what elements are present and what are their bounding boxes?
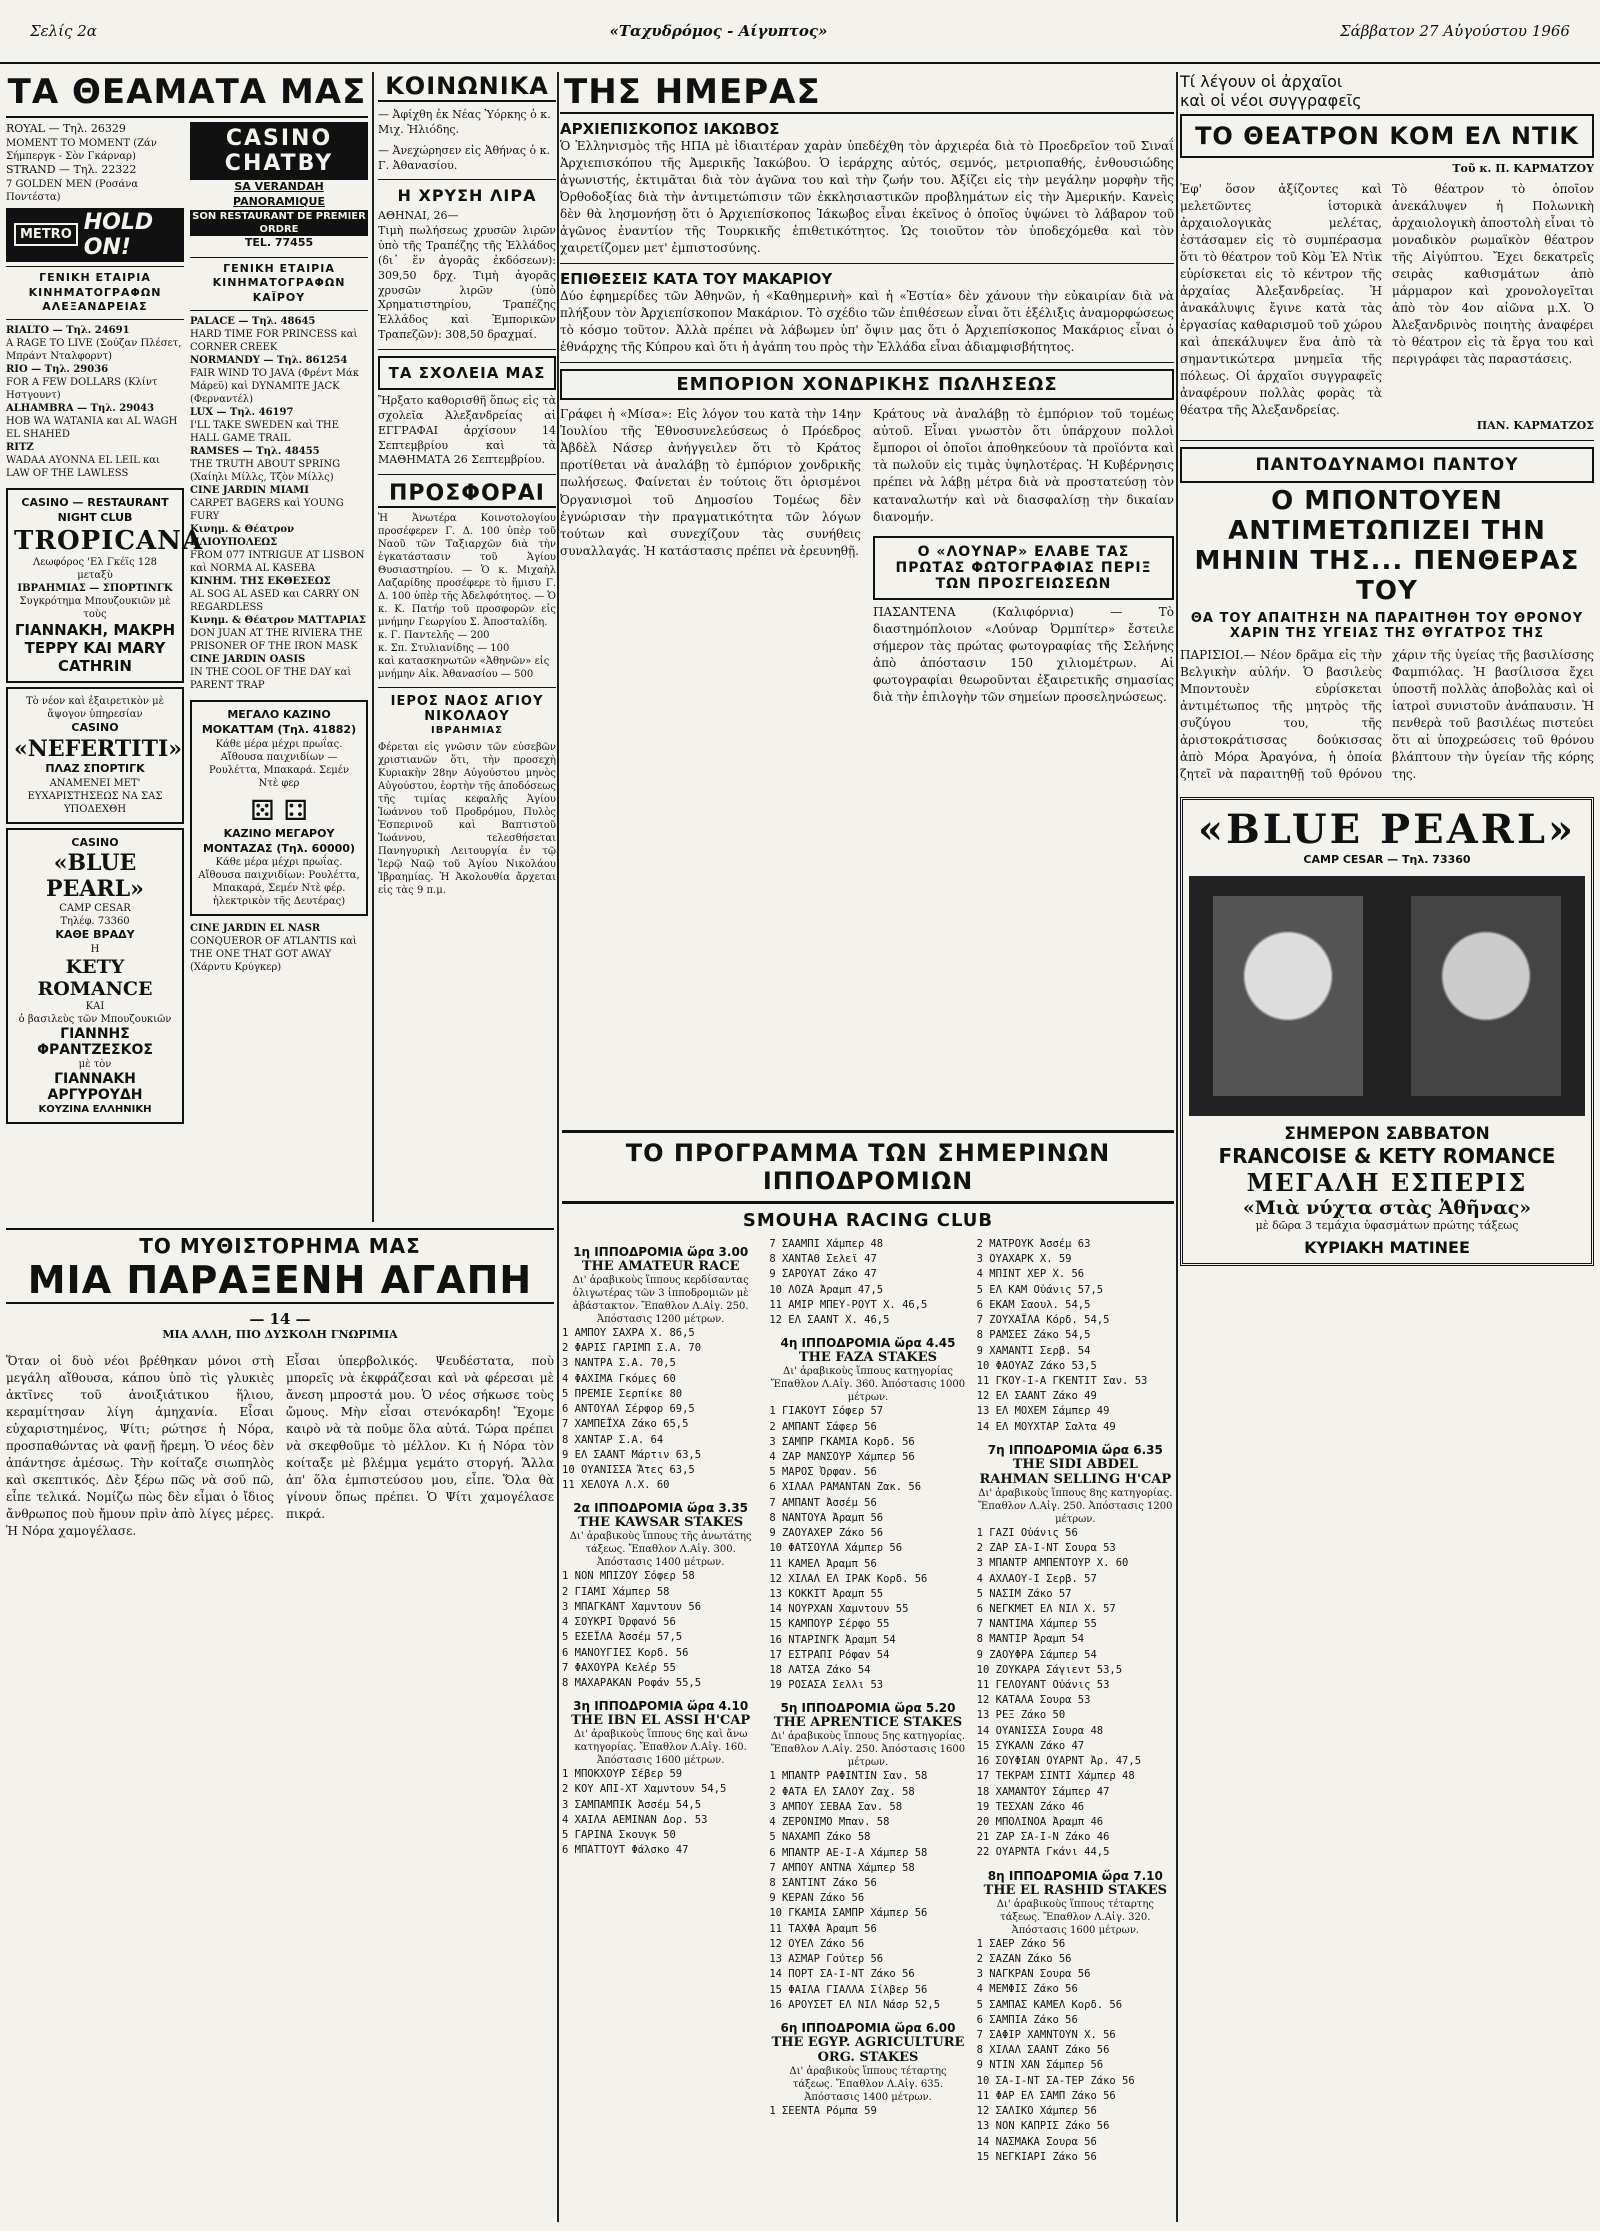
- runner-entry: 14 ΕΛ ΜΟΥΧΤΑΡ Σαλτα 49: [976, 1420, 1116, 1433]
- race-conditions: Δι' ἀραβικοὺς ἵππους κατηγορίας Ἔπαθλον Λ.Αἰγ. 360. Ἀπόστασις 1000 μέτρων.: [770, 1366, 966, 1404]
- column-kicker: Τί λέγουν οἱ ἀρχαῖοι: [1180, 72, 1343, 91]
- race-heading: 5η ΙΠΠΟΔΡΟΜΙΑ ὥρα 5.20: [780, 1701, 956, 1716]
- article-text: Ἐφ' ὅσον ἀξίζοντες καὶ μελετῶντες ἱστορικὰ ἀρχαιολογικὰς μελέτας, ἐστάσαμεν εἰς τὸ συμπέρασμα ὅτι τὸ θέατρον τοῦ Κὸμ Ἐλ Ντὶκ εὑρίσκεται εἰς τὸ κέντρον τῆς ἀρχαίας Ἀλεξανδρείας. Ἡ ἀνακάλυψις ἔγινε κατὰ τὰς ἐργασίας καθαρισμοῦ τοῦ χώρου καὶ ἀπεκάλυψεν ἕνα ἀπὸ τὰ σημαντικώτερα μνημεῖα τῆς πόλεως. Οἱ ἀρχαῖοι συγγραφεῖς ἀναφέρουν πολλὰς φορὰς τὰ θέατρα τῆς Ἀλεξανδρείας.: [1180, 181, 1382, 418]
- church-title: ΙΕΡΟΣ ΝΑΟΣ ΑΓΙΟΥ ΝΙΚΟΛΑΟΥ: [390, 694, 544, 725]
- gold-title: Η ΧΡΥΣΗ ΛΙΡΑ: [397, 186, 537, 206]
- runner-entry: 5 ΓΑΡΙΝΑ Σκουγκ 50: [562, 1829, 676, 1842]
- article-title: ΤΟ ΘΕΑΤΡΟΝ ΚΟΜ ΕΛ ΝΤΙΚ: [1180, 114, 1594, 158]
- runner-entry: 10 ΖΟΥΚΑΡΑ Σάγιεντ 53,5: [976, 1663, 1123, 1676]
- runner-entry: 8 ΧΑΝΤΑΡ Σ.Α. 64: [562, 1433, 664, 1446]
- performer-portrait-icon: [1411, 896, 1561, 1096]
- novel-installment: — 14 —: [249, 1310, 311, 1328]
- race-heading: 4η ΙΠΠΟΔΡΟΜΙΑ ὥρα 4.45: [780, 1336, 956, 1351]
- ad-heading: ΚΑΖΙΝΟ ΜΕΓΑΡΟΥ: [223, 826, 335, 840]
- runner-entry: 5 ΕΣΕΪΛΑ Ἀσσέμ 57,5: [562, 1631, 683, 1644]
- column-rule: [372, 72, 374, 1222]
- offers-list: [378, 629, 556, 681]
- ad-area: ΠΛΑΖ ΣΠΟΡΤΙΓΚ: [45, 761, 145, 775]
- nefertiti-ad: [6, 687, 184, 824]
- runner-entry: 10 ΦΑΟΥΑΖ Ζάκο 53,5: [976, 1359, 1097, 1372]
- performer-portrait-icon: [1213, 896, 1363, 1096]
- race-conditions: Δι' ἀραβικοὺς ἵππους τέταρτης τάξεως. Ἔπαθλον Λ.Αἰγ. 320. Ἀπόστασις 1600 μέτρων.: [996, 1898, 1154, 1936]
- offer-line: καὶ κατασκηνωτῶν «Ἀθηνῶν» εἰς μνήμην Αἰκ. Ἀθανασίου — 500: [378, 656, 550, 681]
- runner-entry: 10 ΟΥΑΝΙΣΣΑ Ἄτες 63,5: [562, 1463, 695, 1476]
- race-name: THE IBN EL ASSI H'CAP: [571, 1713, 751, 1729]
- cinema-line: ALHAMBRA — Τηλ. 29043: [6, 403, 155, 415]
- runner-entry: 5 ΝΑΧΑΜΠ Ζάκο 58: [769, 1831, 871, 1844]
- article-title: ΕΠΙΘΕΣΕΙΣ ΚΑΤΑ ΤΟΥ ΜΑΚΑΡΙΟΥ: [560, 270, 833, 289]
- runner-entry: 9 ΣΑΡΟΥΑΤ Ζάκο 47: [769, 1268, 877, 1281]
- runner-entry: 1 ΑΜΠΟΥ ΣΑΧΡΑ Χ. 86,5: [562, 1327, 695, 1339]
- cinema-line: RIO — Τηλ. 29036: [6, 364, 109, 376]
- cinema-line: STRAND — Τηλ. 22322: [6, 162, 137, 176]
- ad-heading: CASINO: [71, 835, 119, 849]
- runner-entry: 1 ΓΑΖΙ Οὐάνις 56: [976, 1526, 1078, 1539]
- cinema-line: ΚΙΝΗΜ. ΤΗΣ ΕΚΘΕΣΕΩΣ: [190, 576, 331, 588]
- offer-line: κ. Σπ. Στυλιανίδης — 100: [378, 643, 510, 655]
- cinema-line: I'LL TAKE SWEDEN καὶ THE HALL GAME TRAIL: [190, 420, 339, 445]
- cinema-line: HOB WA WATANIA και AL WAGH EL SHAHED: [6, 416, 178, 441]
- runner-entry: 9 ΧΑΜΑΝΤΙ Σερβ. 54: [976, 1344, 1091, 1357]
- runner-entry: 3 ΜΠΑΝΤΡ ΑΜΠΕΝΤΟΥΡ Χ. 60: [976, 1557, 1129, 1570]
- runner-entry: 3 ΣΑΜΠΑΜΠΙΚ Ἀσσέμ 54,5: [562, 1798, 702, 1811]
- ad-text: Τὸ νέον καὶ ἐξαιρετικὸν μὲ ἄψογον ὑπηρεσίαν: [26, 695, 164, 720]
- ad-brand: «BLUE PEARL»: [46, 850, 144, 903]
- runner-entry: 5 ΕΛ ΚΑΜ Οὐάνις 57,5: [976, 1283, 1104, 1296]
- race-conditions: Δι' ἀραβικοὺς ἵππους κερδίσαντας ὀλιγωτέρας τῶν 3 ἱπποδρομιῶν μὲ ἀβάστακτον. Ἔπαθλον Λ.Αἰγ. 250. Ἀπόστασις 1200 μέτρων.: [572, 1275, 749, 1325]
- editorial-column: [560, 72, 1174, 1122]
- article-right: [873, 406, 1174, 705]
- article-author: Τοῦ κ. Π. ΚΑΡΜΑΤΖΟΥ: [1452, 162, 1594, 175]
- cinema-listings-right: [190, 122, 368, 1128]
- race-name: THE AMATEUR RACE: [581, 1259, 740, 1274]
- runner-entry: 12 ΚΑΤΑΛΑ Σουρα 53: [976, 1694, 1091, 1707]
- church-text: Φέρεται εἰς γνῶσιν τῶν εὐσεβῶν χριστιανῶν ὅτι, τὴν προσεχὴ Κυριακὴν 28ην Αὐγούστου μηνὸς Αὐγούστου, ἑορτὴν τῆς ἀποδόσεως τῆς τιμίας κεφαλῆς Ἁγίου Ἰωάννου τοῦ Προδρόμου, Πυλὸς Ἑσπερινοῦ καὶ Βαπτιστοῦ Ἰωάννου, τελεσθήσεται Πανηγυρικὴ Λειτουργία ἐν τῷ Ἱερῷ Ναῷ τοῦ Ἁγίου Νικολάου Ἰβραημίας. Ἡ Ἀκολουθία ἄρχεται εἰς τὰς 9 π.μ.: [378, 742, 556, 897]
- notice: — Ἀνεχώρησεν εἰς Ἀθήνας ὁ κ. Γ. Ἀθανασίου.: [378, 143, 550, 172]
- article-title: ΕΜΠΟΡΙΟΝ ΧΟΝΔΡΙΚΗΣ ΠΩΛΗΣΕΩΣ: [560, 369, 1174, 400]
- race-column: [769, 1237, 966, 2165]
- alex-cinemas: [6, 324, 184, 480]
- runner-entry: 6 ΕΚΑΜ Σαουλ. 54,5: [976, 1298, 1091, 1311]
- race-heading: 8η ΙΠΠΟΔΡΟΜΙΑ ὥρα 7.10: [987, 1868, 1163, 1883]
- runner-entry: 10 ΛΟΖΑ Ἀραμπ 47,5: [769, 1283, 884, 1296]
- ad-text: Κάθε μέρα μέχρι πρωΐας. Αἴθουσα παιχνιδίων: Ρουλέττα, Μπακαρά, Σεμέν Ντὲ φέρ. ἡλεκτρικὸν τῆς Δευτέρας): [198, 857, 360, 908]
- runner-entry: 2 ΣΑΖΑΝ Ζάκο 56: [976, 1952, 1072, 1965]
- ad-artists: ΓΙΑΝΝΗΣ ΦΡΑΝΤΖΕΣΚΟΣ: [37, 1026, 153, 1059]
- ad-text: ΚΑΙ: [85, 1001, 105, 1013]
- ad-artists: ΓΙΑΝΝΑΚΗ, ΜΑΚΡΗ ΤΕΡΡΥ ΚΑΙ MARY CATHRIN: [14, 620, 176, 675]
- runner-entry: 15 ΚΑΜΠΟΥΡ Σέρφο 55: [769, 1618, 890, 1631]
- section-title: ΚΟΙΝΩΝΙΚΑ: [378, 72, 556, 102]
- runner-entry: 2 ΖΑΡ ΣΑ-Ι-ΝΤ Σουρα 53: [976, 1542, 1116, 1555]
- runner-entry: 14 ΠΟΡΤ ΣΑ-Ι-ΝΤ Ζάκο 56: [769, 1968, 915, 1981]
- runner-entry: 3 ΝΑΓΚΡΑΝ Σουρα 56: [976, 1968, 1091, 1981]
- race-name: THE FAZA STAKES: [798, 1350, 938, 1366]
- entertainment-column: [6, 72, 368, 1222]
- cinema-line: CINE JARDIN EL NASR: [190, 923, 321, 935]
- section-title: ΠΑΝΤΟΔΥΝΑΜΟΙ ΠΑΝΤΟΥ: [1180, 447, 1594, 483]
- gold-text: Τιμὴ πωλήσεως χρυσῶν λιρῶν ὑπὸ τῆς Τραπέζης τῆς Ἑλλάδος (δι᾽ ἕν ἀγορᾶς ἐκδόσεων): 309,50 δρχ. Τιμὴ ἀγορᾶς χρυσῶν λιρῶν (ὑπὸ Χρηματιστηρίου, Τραπέζης Ἑλλάδος καὶ Ἐμπορικῶν Τραπεζῶν): 308,50 δραχμαί.: [378, 224, 556, 342]
- ad-area: CAMP CESAR: [59, 903, 131, 915]
- cinema-line: CARPET BAGERS καὶ YOUNG FURY: [190, 498, 344, 523]
- runner-entry: 11 ΓΚΟΥ-Ι-Α ΓΚΕΝΤΙΤ Σαν. 53: [976, 1374, 1148, 1387]
- cinema-line: HARD TIME FOR PRINCESS καὶ CORNER CREEK: [190, 329, 358, 354]
- race-conditions: Δι' ἀραβικοὺς ἵππους 6ης καὶ ἄνω κατηγορίας. Ἔπαθλον Λ.Αἰγ. 160. Ἀπόστασις 1600 μέτρων.: [573, 1729, 748, 1767]
- ad-text: ΚΟΥΖΙΝΑ ΕΛΛΗΝΙΚΗ: [38, 1104, 152, 1116]
- ad-phone: Τηλέφ. 73360: [60, 916, 130, 928]
- runner-entry: 15 ΦΑΙΛΑ ΓΙΑΛΛΑ Σίλβερ 56: [769, 1983, 928, 1996]
- bluepearl-ad: [6, 828, 184, 1125]
- ad-brand: ΜΟΝΤΑΖΑΣ (Τηλ. 60000): [203, 841, 355, 855]
- race-name: THE KAWSAR STAKES: [578, 1515, 744, 1531]
- article-title: ΑΡΧΙΕΠΙΣΚΟΠΟΣ ΙΑΚΩΒΟΣ: [560, 120, 780, 138]
- runner-entry: 16 ΣΟΥΦΙΑΝ ΟΥΑΡΝΤ Ἀρ. 47,5: [976, 1755, 1142, 1768]
- race-column: [562, 1237, 759, 2165]
- ad-area: CAMP CESAR — Τηλ. 73360: [1303, 852, 1471, 866]
- runner-entry: 11 ΧΕΛΟΥΑ Λ.Χ. 60: [562, 1479, 670, 1492]
- race-conditions: Δι' ἀραβικοὺς ἵππους 5ης κατηγορίας. Ἔπαθλον Λ.Αἰγ. 250. Ἀπόστασις 1600 μέτρων.: [770, 1731, 966, 1769]
- cinema-line: RITZ: [6, 442, 34, 454]
- runner-entry: 10 ΓΚΑΜΙΑ ΣΑΜΠΡ Χάμπερ 56: [769, 1907, 928, 1920]
- metro-logo: METRO: [14, 223, 78, 246]
- runner-entry: 19 ΡΟΣΑΣΑ Σελλι 53: [769, 1679, 884, 1692]
- dice-icon: ⚄ ⚃: [250, 793, 308, 827]
- runner-entry: 13 ΝΟΝ ΚΑΠΡΙΣ Ζάκο 56: [976, 2120, 1110, 2133]
- ad-text: Συγκρότημα Μπουζουκιῶν μὲ τοὺς: [19, 595, 171, 620]
- runner-entry: 1 ΜΠΑΝΤΡ ΡΑΦΙΝΤΙΝ Σαν. 58: [769, 1770, 928, 1783]
- cinema-line: NORMANDY — Τηλ. 861254: [190, 355, 348, 367]
- runner-entry: 9 ΝΤΙΝ ΧΑΝ Σάμπερ 56: [976, 2059, 1104, 2072]
- runner-entry: 6 ΧΙΛΑΛ ΡΑΜΑΝΤΑΝ Ζακ. 56: [769, 1481, 922, 1494]
- runner-entry: 12 ΣΑΛΙΚΟ Χάμπερ 56: [976, 2105, 1097, 2118]
- article-signature: ΠΑΝ. ΚΑΡΜΑΤΖΟΣ: [1476, 419, 1594, 433]
- ad-address: Λεωφόρος 'Ελ Γκέϊς 128 μεταξὺ: [33, 556, 157, 581]
- runner-entry: 5 ΠΡΕΜΙΕ Σερπίκε 80: [562, 1387, 683, 1400]
- cinema-line: FAIR WIND TO JAVA (Φρέντ Μάκ Μάρεϋ) καὶ DYNAMITE JACK (Φερναντέλ): [190, 368, 360, 406]
- schools-title: ΤΑ ΣΧΟΛΕΙΑ ΜΑΣ: [378, 356, 556, 390]
- runner-entry: 4 ΣΟΥΚΡΙ Ὀρφανό 56: [562, 1616, 676, 1629]
- runner-entry: 7 ΦΑΧΟΥΡΑ Κελέρ 55: [562, 1661, 676, 1674]
- runner-entry: 2 ΦΑΡΙΣ ΓΑΡΙΜΠ Σ.Α. 70: [562, 1342, 702, 1355]
- runner-entry: 2 ΜΑΤΡΟΥΚ Ἀσσέμ 63: [976, 1238, 1091, 1250]
- race-conditions: Δι' ἀραβικοὺς ἵππους 8ης κατηγορίας. Ἔπαθλον Λ.Αἰγ. 250. Ἀπόστασις 1200 μέτρων.: [978, 1487, 1173, 1525]
- ad-artists: KETY ROMANCE: [37, 956, 153, 1001]
- runner-entry: 3 ΑΜΠΟΥ ΣΕΒΑΑ Σαν. 58: [769, 1800, 903, 1813]
- ad-text: Κάθε μέρα μέχρι πρωΐας. Αἴθουσα παιχνιδίων — Ρουλέττα, Μπακαρά. Σεμέν Ντὲ φερ: [208, 738, 350, 789]
- runner-entry: 18 ΛΑΤΣΑ Ζάκο 54: [769, 1664, 871, 1677]
- gold-dateline: ΑΘΗΝΑΙ, 26—: [378, 209, 459, 223]
- race-conditions: Δι' ἀραβικοὺς ἵππους τέταρτης τάξεως. Ἔπαθλον Λ.Αἰγ. 635. Ἀπόστασις 1400 μέτρων.: [789, 2065, 947, 2103]
- church-subtitle: ΙΒΡΑΗΜΙΑΣ: [430, 725, 504, 737]
- runner-entry: 3 ΝΑΝΤΡΑ Σ.Α. 70,5: [562, 1357, 676, 1370]
- ad-text: SON RESTAURANT DE PREMIER ORDRE: [190, 210, 368, 236]
- runner-entry: 2 ΓΙΑΜΙ Χάμπερ 58: [562, 1585, 670, 1598]
- runner-entry: 1 ΣΑΕΡ Ζάκο 56: [976, 1937, 1066, 1950]
- article-text: Τὸ θέατρον τὸ ὁποῖον ἀνεκάλυψεν ἡ Πολωνικὴ ἀρχαιολογικὴ ἀποστολὴ εἶναι τὸ μοναδικὸν ρωμαϊκὸν θέατρον τῆς Αἰγύπτου. Ἔχει δεκατρεῖς σειρὰς καθισμάτων ἀπὸ μάρμαρον καὶ χρονολογεῖται ἀπὸ τὸν 4ον αἰῶνα μ.Χ. Ὁ Ἀλεξανδρινὸς ποιητὴς ἀναφέρει τὸ θέατρον εἰς τὰ ἔργα του καὶ περιγράφει τὰς παραστάσεις.: [1392, 181, 1594, 367]
- runner-entry: 1 ΓΙΑΚΟΥΤ Σόφερ 57: [769, 1405, 884, 1418]
- ad-area: ΙΒΡΑΗΜΙΑΣ — ΣΠΟΡΤΙΝΓΚ: [17, 582, 173, 594]
- runner-entry: 6 ΜΑΝΟΥΓΙΕΣ Κορδ. 56: [562, 1646, 689, 1659]
- ad-artists: FRANCOISE & KETY ROMANCE: [1218, 1143, 1556, 1168]
- program-title: ΤΟ ΠΡΟΓΡΑΜΜΑ ΤΩΝ ΣΗΜΕΡΙΝΩΝ ΙΠΠΟΔΡΟΜΙΩΝ: [562, 1130, 1174, 1204]
- runner-entry: 6 ΜΠΑΤΤΟΥΤ Φάλσκο 47: [562, 1844, 689, 1857]
- runner-entry: 7 ΣΑΑΜΠΙ Χάμπερ 48: [769, 1238, 884, 1250]
- ad-heading: CASINO — RESTAURANT NIGHT CLUB: [21, 496, 169, 525]
- race-heading: 7η ΙΠΠΟΔΡΟΜΙΑ ὥρα 6.35: [987, 1442, 1163, 1457]
- runner-entry: 8 ΧΙΛΑΛ ΣΑΑΝΤ Ζάκο 56: [976, 2044, 1110, 2057]
- cinema-line: RAMSES — Τηλ. 48455: [190, 446, 320, 458]
- ad-brand: TROPICANA: [14, 525, 204, 556]
- ad-text: ΚΑΘΕ ΒΡΑΔΥ: [55, 928, 135, 942]
- runner-entry: 15 ΝΕΓΚΙΑΡΙ Ζάκο 56: [976, 2150, 1097, 2163]
- performers-photo: [1189, 876, 1585, 1116]
- runner-entry: 11 ΦΑΡ ΕΛ ΣΑΜΠ Ζάκο 56: [976, 2089, 1116, 2102]
- ad-text: μὲ δῶρα 3 τεμάχια ὑφασμάτων πρώτης τάξεως: [1255, 1218, 1519, 1232]
- chatby-logo: CASINO CHATBY: [190, 122, 368, 180]
- cinema-listings-left: [6, 122, 204, 1128]
- runner-entry: 12 ΕΛ ΣΑΑΝΤ Ζάκο 49: [976, 1390, 1097, 1403]
- runner-entry: 15 ΣΥΚΑΛΝ Ζάκο 47: [976, 1739, 1085, 1752]
- runner-entry: 14 ΝΟΥΡΧΑΝ Χαμντουν 55: [769, 1603, 909, 1616]
- cinema-line: A RAGE TO LIVE (Σούζαν Πλέσετ, Μπράντ Νταλφορντ): [6, 338, 182, 363]
- ad-theme: «Μιὰ νύχτα στὰς Ἀθῆνας»: [1242, 1196, 1532, 1219]
- runner-entry: 6 ΑΝΤΟΥΑΛ Σέρφορ 69,5: [562, 1403, 695, 1416]
- ad-text: ΣΗΜΕΡΟΝ ΣΑΒΒΑΤΟΝ: [1284, 1123, 1490, 1144]
- runner-entry: 2 ΦΑΤΑ ΕΛ ΣΑΛΟΥ Ζαχ. 58: [769, 1785, 915, 1798]
- page-header-bar: [0, 0, 1600, 64]
- race-name: THE SIDI ABDEL RAHMAN SELLING H'CAP: [979, 1456, 1172, 1487]
- novel-text: Εἶσαι ὑπερβολικός. Ψευδέστατα, ποὺ μπορεῖς νὰ ἐκφράζεσαι καὶ νὰ φέρεσαι μὲ ἄνεση μπροστά μου. Ὁ νέος σήκωσε τοὺς ὤμους. Μὴν εἶσαι στενόκαρδη! Ἔχομε καιρὸ νὰ τὰ ποῦμε ὅλα αὐτά. Τώρα πρέπει νὰ σκεφθοῦμε τὸ μέλλον. Κι ἡ Νόρα τὸν κοίταξε μὲ βλέμμα γεμάτο στοργή. Ἄλλα ἀπ' ὅλα ἐμπιστεύσου μου, εἶπε. Ὅλα θὰ γίνουν ὅπως πρέπει. Ὁ Ψίτι χαμογέλασε πικρά.: [286, 1353, 554, 1522]
- notice: — Ἀφίχθη ἐκ Νέας Ὑόρκης ὁ κ. Μιχ. Ἠλιόδης.: [378, 108, 551, 136]
- article-subtitle: ΘΑ ΤΟΥ ΑΠΑΙΤΗΣΗ ΝΑ ΠΑΡΑΙΤΗΘΗ ΤΟΥ ΘΡΟΝΟΥ ΧΑΡΙΝ ΤΗΣ ΥΓΕΙΑΣ ΤΗΣ ΘΥΓΑΤΡΟΣ ΤΗΣ: [1190, 610, 1584, 641]
- runner-entry: 10 ΦΑΤΣΟΥΛΑ Χάμπερ 56: [769, 1542, 903, 1555]
- ad-text: μὲ τὸν: [78, 1059, 112, 1071]
- runner-entry: 6 ΝΕΓΚΜΕΤ ΕΛ ΝΙΛ Χ. 57: [976, 1602, 1116, 1615]
- runner-entry: 11 ΑΜΙΡ ΜΠΕΥ-ΡΟΥΤ Χ. 46,5: [769, 1298, 928, 1311]
- runner-entry: 7 ΑΜΠΟΥ ΑΝΤΝΑ Χάμπερ 58: [769, 1861, 915, 1874]
- runner-entry: 1 ΝΟΝ ΜΠΙΖΟΥ Σόφερ 58: [562, 1570, 695, 1583]
- runner-entry: 7 ΧΑΜΠΕΪΧΑ Ζάκο 65,5: [562, 1418, 689, 1431]
- offers-title: ΠΡΟΣΦΟΡΑΙ: [378, 481, 556, 508]
- runner-entry: 13 ΕΛ ΜΟΧΕΜ Σάμπερ 49: [976, 1405, 1110, 1418]
- runner-entry: 8 ΡΑΜΣΕΣ Ζάκο 54,5: [976, 1329, 1091, 1342]
- ad-brand: «NEFERTITI»: [14, 735, 182, 762]
- culture-column: [1180, 72, 1594, 2222]
- runner-entry: 11 ΚΑΜΕΛ Ἀραμπ 56: [769, 1557, 877, 1570]
- runner-entry: 4 ΜΕΜΦΙΣ Ζάκο 56: [976, 1983, 1078, 1996]
- runner-entry: 4 ΜΠΙΝΤ ΧΕΡ Χ. 56: [976, 1268, 1085, 1281]
- race-conditions: Δι' ἀραβικοὺς ἵππους τῆς ἀνωτάτης τάξεως. Ἔπαθλον Λ.Αἰγ. 300. Ἀπόστασις 1400 μέτρων.: [569, 1531, 752, 1569]
- cinema-line: Κινημ. & Θέατρον ΗΛΙΟΥΠΟΛΕΩΣ: [190, 524, 295, 549]
- newspaper-name: «Ταχυδρόμος - Αίγυπτος»: [609, 22, 828, 40]
- runner-entry: 4 ΖΕΡΟΝΙΜΟ Μπαν. 58: [769, 1816, 890, 1829]
- runner-entry: 1 ΣΕΕΝΤΑ Ρόμπα 59: [769, 2104, 877, 2117]
- novel-title: ΜΙΑ ΠΑΡΑΞΕΝΗ ΑΓΑΠΗ: [6, 1258, 554, 1304]
- runner-entry: 9 ΖΑΟΥΦΡΑ Σάμπερ 54: [976, 1648, 1097, 1661]
- tropicana-ad: [6, 488, 204, 683]
- column-rule: [1176, 72, 1178, 2222]
- column-kicker: καὶ οἱ νέοι συγγραφεῖς: [1180, 91, 1362, 110]
- cinema-line: IN THE COOL OF THE DAY καὶ PARENT TRAP: [190, 667, 352, 692]
- runner-entry: 2 ΑΜΠΑΝΤ Σάφερ 56: [769, 1420, 877, 1433]
- metro-film-title: HOLD ON!: [83, 209, 154, 260]
- race-program: [562, 1130, 1174, 2226]
- runner-entry: 8 ΧΑΝΤΑΘ Σελεϊ 47: [769, 1253, 877, 1266]
- cinema-line: 7 GOLDEN MEN (Ροσάνα Ποντέστα): [6, 178, 139, 203]
- company-title: ΓΕΝΙΚΗ ΕΤΑΙΡΙΑ ΚΙΝΗΜΑΤΟΓΡΑΦΩΝ ΑΛΕΞΑΝΔΡΕΙΑΣ: [6, 266, 184, 321]
- runner-entry: 17 ΕΣΤΡΑΠΙ Ρόφαν 54: [769, 1648, 890, 1661]
- runner-entry: 7 ΣΑΦΙΡ ΧΑΜΝΤΟΥΝ Χ. 56: [976, 2028, 1116, 2041]
- race-heading: 1η ΙΠΠΟΔΡΟΜΙΑ ὥρα 3.00: [573, 1245, 749, 1259]
- cinema-line: MOMENT TO MOMENT (Ζάν Σήμπεργκ - Σὸν Γκάρναρ): [6, 137, 157, 162]
- runner-entry: 11 ΓΕΛΟΥΑΝΤ Οὐάνις 53: [976, 1679, 1110, 1692]
- runner-entry: 1 ΜΠΟΚΧΟΥΡ Σέβερ 59: [562, 1768, 683, 1781]
- cinema-line: THE TRUTH ABOUT SPRING (Χαίηλι Μίλλς, Τζὸν Μίλλς): [190, 459, 341, 484]
- runner-entry: 8 ΝΑΝΤΟΥΑ Ἀραμπ 56: [769, 1511, 884, 1524]
- runner-entry: 8 ΣΑΝΤΙΝΤ Ζάκο 56: [769, 1877, 877, 1889]
- runner-entry: 8 ΜΑΧΑΡΑΚΑΝ Ροφάν 55,5: [562, 1676, 702, 1689]
- runner-entry: 5 ΣΑΜΠΑΣ ΚΑΜΕΛ Κορδ. 56: [976, 1998, 1123, 2011]
- runner-entry: 17 ΤΕΚΡΑΜ ΣΙΝΤΙ Χάμπερ 48: [976, 1770, 1135, 1783]
- page-number: Σελίς 2α: [30, 22, 97, 40]
- runner-entry: 9 ΖΑΟΥΑΧΕΡ Ζάκο 56: [769, 1527, 884, 1540]
- runner-entry: 3 ΜΠΑΓΚΑΝΤ Χαμντουν 56: [562, 1600, 702, 1613]
- runner-entry: 10 ΣΑ-Ι-ΝΤ ΣΑ-ΤΕΡ Ζάκο 56: [976, 2074, 1135, 2087]
- runner-entry: 12 ΟΥΕΛ Ζάκο 56: [769, 1937, 865, 1950]
- ad-event: ΜΕΓΑΛΗ ΕΣΠΕΡΙΣ: [1246, 1167, 1528, 1197]
- cinema-line: LUX — Τηλ. 46197: [190, 407, 294, 419]
- runner-entry: 9 ΕΛ ΣΑΑΝΤ Μάρτιν 63,5: [562, 1448, 702, 1461]
- race-heading: 2α ΙΠΠΟΔΡΟΜΙΑ ὥρα 3.35: [573, 1501, 749, 1516]
- novel-label: ΤΟ ΜΥΘΙΣΤΟΡΗΜΑ ΜΑΣ: [6, 1228, 554, 1258]
- ad-text: ὁ βασιλεὺς τῶν Μπουζουκιῶν: [18, 1014, 172, 1026]
- runner-entry: 22 ΟΥΑΡΝΤΑ Γκάνι 44,5: [976, 1846, 1110, 1859]
- cinema-line: FOR A FEW DOLLARS (Κλίντ Ηστγουντ): [6, 377, 158, 402]
- runner-entry: 7 ΑΜΠΑΝΤ Ἀσσέμ 56: [769, 1496, 877, 1509]
- ad-text: Η: [90, 944, 100, 956]
- race-name: THE EL RASHID STAKES: [983, 1882, 1168, 1898]
- ad-heading: CASINO: [71, 720, 119, 734]
- bluepearl-bottom-ad: [1180, 797, 1594, 1266]
- article-text: Ὁ Ἑλληνισμὸς τῆς ΗΠΑ μὲ ἰδιαιτέραν χαρὰν ὑπεδέχθη τὸν ἀρχιερέα διὰ τὸ Προεδρεῖον τοῦ Σιναΐ Ἀρχιεπισκόπου τῆς Ἀμερικῆς Ἰακώβου. Ὁ ἱεράρχης αὐτός, σεμνός, μετριοπαθής, ἐνθουσιώδης ἀγωνιστής, ἐκτιμᾶται διὰ τὸν ἀγῶνα του καὶ τὴν ζωήν του. Ἀξίζει εἰς τὴν μεγάλην μορφὴν τῆς Ὀρθοδοξίας διὰ τὴν ἀντιμετώπισιν τῶν ἐκκλησιαστικῶν προβλημάτων εἰς τὴν Ἀμερικήν. Κανεὶς δὲν θὰ λησμονήσῃ ὅτι ὁ Ἀρχιεπίσκοπος Ἰάκωβος εἶναι ἐκεῖνος ὁ ὁποῖος ὑψώνει τὸ λάβαρον τοῦ ἀγῶνος ἐναντίον τῆς Τουρκικῆς ἐπιθετικότητος. Ὡς τοιοῦτον τὸν ὑποδεχόμεθα καὶ τὸν χαιρετίζομεν μετ' ἐμπιστοσύνης.: [560, 139, 1174, 256]
- cinema-line: RIALTO — Τηλ. 24691: [6, 325, 130, 337]
- race-heading: 3η ΙΠΠΟΔΡΟΜΙΑ ὥρα 4.10: [573, 1699, 749, 1714]
- novel-chapter: ΜΙΑ ΑΛΛΗ, ΠΙΟ ΔΥΣΚΟΛΗ ΓΝΩΡΙΜΙΑ: [162, 1328, 398, 1341]
- runner-entry: 6 ΜΠΑΝΤΡ ΑΕ-Ι-Α Χάμπερ 58: [769, 1846, 928, 1859]
- article-text: Γράφει ἡ «Μίσα»: Εἰς λόγον του κατὰ τὴν 14ην Ἰουλίου τῆς Ἐθνοσυνελεύσεως ὁ Πρόεδρος Ἀβδὲλ Νάσερ ἀνήγγειλεν ὅτι τὸ Κράτος προτίθεται νὰ ἀναλάβῃ τὸ ἐμπόριον χονδρικῆς πωλήσεως. Φαίνεται ἐν τούτοις ὅτι ὁρισμένοι Ὀργανισμοὶ τοῦ Δημοσίου Τομέως δὲν ἐγνώρισαν τὴν πραγματικότητα τῶν λόγων τούτων καὶ συνεχίζουν τὰς συνήθεις συναλλαγάς. Ἡ κατάστασις πρέπει νὰ ἐρευνηθῇ.: [560, 407, 861, 558]
- cinema-line: DON JUAN AT THE RIVIERA THE PRISONER OF THE IRON MASK: [190, 628, 363, 653]
- cinema-line: ROYAL — Τηλ. 26329: [6, 122, 126, 135]
- article-text: ΠΑΡΙΣΙΟΙ.— Νέον δρᾶμα εἰς τὴν Βελγικὴν αὐλήν. Ὁ βασιλεὺς Μποντουὲν εὑρίσκεται ἀντιμέτωπος τῆς μητρὸς τῆς συζύγου του, τῆς ἀριστοκράτισσας δούκισσας ἀπὸ Μόρα Ἀραγόνα, ἡ ὁποία ζητεῖ νὰ παραιτηθῇ τοῦ θρόνου χάριν τῆς ὑγείας τῆς βασιλίσσης Φαμπιόλας. Ἡ βασίλισσα ἔχει ὑποστῆ πολλὰς ἀποβολὰς καὶ οἱ ἰατροὶ συνιστοῦν ἀνάπαυσιν. Ἡ πενθερὰ τοῦ βασιλέως πιστεύει ὅτι αἱ ὑποχρεώσεις τοῦ θρόνου βλάπτουν τὴν ὑγείαν τῆς κόρης της.: [1180, 647, 1594, 781]
- runner-entry: 12 ΧΙΛΑΛ ΕΛ ΙΡΑΚ Κορδ. 56: [769, 1572, 928, 1585]
- offer-line: κ. Γ. Παντελῆς — 200: [378, 630, 490, 642]
- runner-entry: 5 ΝΑΣΙΜ Ζάκο 57: [976, 1587, 1072, 1600]
- ad-artists: ΓΙΑΝΝΑΚΗ ΑΡΓΥΡΟΥΔΗ: [47, 1071, 143, 1104]
- mokattam-ad: [190, 700, 368, 916]
- runner-entry: 18 ΧΑΜΑΝΤΟΥ Σάμπερ 47: [976, 1785, 1110, 1798]
- runner-entry: 11 ΤΑΧΦΑ Ἀραμπ 56: [769, 1922, 877, 1935]
- ad-text: ΚΥΡΙΑΚΗ ΜΑΤΙΝΕΕ: [1304, 1237, 1470, 1257]
- article-title: Ο ΜΠΟΝΤΟΥΕΝ ΑΝΤΙΜΕΤΩΠΙΖΕΙ ΤΗΝ ΜΗΝΙΝ ΤΗΣ... ΠΕΝΘΕΡΑΣ ΤΟΥ: [1194, 486, 1580, 606]
- race-column: [977, 1237, 1174, 2165]
- runner-entry: 4 ΖΑΡ ΜΑΝΣΟΥΡ Χάμπερ 56: [769, 1450, 915, 1463]
- cinema-line: CINE JARDIN MIAMI: [190, 485, 309, 497]
- section-title: ΤΗΣ ΗΜΕΡΑΣ: [560, 72, 1174, 114]
- article-text: Κράτους νὰ ἀναλάβῃ τὸ ἐμπόριον τοῦ τομέως αὐτοῦ. Εἶναι γνωστὸν ὅτι ὑπάρχουν πολλοὶ ἔμποροι οἱ ὁποῖοι ἀποθηκεύουν τὰ προϊόντα καὶ τὰ πωλοῦν εἰς τιμὰς ὑψηλοτέρας. Ἡ Κυβέρνησις πρέπει νὰ λάβῃ μέτρα διὰ νὰ προστατεύσῃ τὸν καταναλωτήν καὶ νὰ διασφαλίσῃ τὴν δικαίαν διανομήν.: [873, 407, 1174, 524]
- society-column: [378, 72, 556, 1227]
- cinema-line: Κινημ. & Θέατρον ΜΑΤΤΑΡΙΑΣ: [190, 615, 366, 627]
- runner-entry: 6 ΣΑΜΠΙΑ Ζάκο 56: [976, 2013, 1078, 2026]
- serial-novel: [6, 1228, 554, 2226]
- schools-text: Ἤρξατο καθορισθῆ ὅπως εἰς τὰ σχολεῖα Ἀλεξανδρείας αἱ ΕΓΓΡΑΦΑΙ ἀρχίσουν 14 Σεπτεμβρίου καὶ τὰ ΜΑΘΗΜΑΤΑ 26 Σεπτεμβρίου.: [378, 393, 556, 467]
- race-heading: 6η ΙΠΠΟΔΡΟΜΙΑ ὥρα 6.00: [780, 2020, 956, 2035]
- runner-entry: 19 ΤΕΣΧΑΝ Ζάκο 46: [976, 1800, 1085, 1813]
- runner-entry: 4 ΦΑΧΙΜΑ Γκόμες 60: [562, 1372, 676, 1385]
- runner-entry: 21 ΖΑΡ ΣΑ-Ι-Ν Ζάκο 46: [976, 1831, 1110, 1844]
- cinema-line: CINE JARDIN OASIS: [190, 654, 306, 666]
- offers-text: Ἡ Ἀνωτέρα Κοινοτολογίου προσέφερεν Γ. Δ. 100 ὑπὲρ τοῦ Ναοῦ τῶν Ταξιαρχῶν διὰ τὴν ἐγκατάστασιν τοῦ Ἁγίου Θυσιαστηρίου. — Ὁ κ. Μιχαὴλ Λαζαρίδης προσέφερε τὸ ἥμισυ Γ. Δ. 100 ὑπὲρ τῆς Ἀδελφότητος. — Ὁ κ. Κ. Πατήρ τοῦ προσφορῶν εἰς μνήμην Γεωργίου Σ. Ἀποσταλίδη.: [378, 513, 556, 629]
- cinema-line: CONQUEROR OF ATLANTIS καὶ THE ONE THAT GOT AWAY (Χάρντυ Κρύγκερ): [190, 936, 357, 974]
- cairo-cinemas: [190, 315, 368, 692]
- article-title: Ο «ΛΟΥΝΑΡ» ΕΛΑΒΕ ΤΑΣ ΠΡΩΤΑΣ ΦΩΤΟΓΡΑΦΙΑΣ ΠΕΡΙΞ ΤΩΝ ΠΡΟΣΓΕΙΩΣΕΩΝ: [873, 536, 1174, 600]
- cinema-line: FROM 077 INTRIGUE AT LISBON καὶ NORMA AL KASEBA: [190, 550, 365, 575]
- runner-entry: 4 ΑΧΛΑΟΥ-Ι Σερβ. 57: [976, 1572, 1097, 1585]
- novel-text: Ὅταν οἱ δυὸ νέοι βρέθηκαν μόνοι στὴ μεγάλη αἴθουσα, κάπου ὑπὸ τὶς γλυκιὲς ἀκτῖνες τοῦ ἀνοιξιάτικου ἥλιου, κεραμίτησαν λίγη ἀμηχανία. Εἶσαι εὐχαριστημένος, Ψίτι; ρώτησε ἡ Νόρα, προσπαθώντας νὰ φανῇ ἤρεμη. Ὁ νέος δὲν ἀπάντησε ἀμέσως. Τὴν κοίταζε σιωπηλὸς καὶ σκεπτικός. Δὲν ξέρω πῶς νὰ σοῦ πῶ, εἶπε τελικά. Νομίζω πὼς δὲν εἶμαι ὁ ἴδιος ἄνθρωπος ποὺ ἤμουν πρὶν ἀπὸ λίγες μέρες. Ἡ Νόρα χαμογέλασε.: [6, 1353, 274, 1539]
- race-name: THE EGYP. AGRICULTURE ORG. STAKES: [771, 2034, 965, 2065]
- runner-entry: 13 ΚΟΚΚΙΤ Ἀραμπ 55: [769, 1587, 884, 1600]
- ad-text: SA VERANDAH PANORAMIQUE: [233, 180, 325, 208]
- ad-brand: ΜΟΚΑΤΤΑΜ (Τηλ. 41882): [201, 722, 357, 736]
- ad-phone: TEL. 77455: [244, 235, 314, 249]
- metro-ad: [6, 208, 184, 262]
- runner-entry: 20 ΜΠΟΛΙΝΟΑ Ἀραμπ 46: [976, 1816, 1104, 1828]
- runner-entry: 8 ΜΑΝΤΙΡ Ἀραμπ 54: [976, 1633, 1085, 1646]
- runner-entry: 16 ΝΤΑΡΙΝΓΚ Ἀραμπ 54: [769, 1633, 896, 1646]
- company-title: ΓΕΝΙΚΗ ΕΤΑΙΡΙΑ ΚΙΝΗΜΑΤΟΓΡΑΦΩΝ ΚΑΪΡΟΥ: [190, 257, 368, 312]
- runner-entry: 3 ΟΥΑΧΑΡΚ Χ. 59: [976, 1253, 1072, 1266]
- race-name: THE APRENTICE STAKES: [773, 1715, 963, 1731]
- club-name: SMOUHA RACING CLUB: [742, 1210, 994, 1231]
- column-rule: [557, 72, 559, 2222]
- cinema-line: AL SOG AL ASED και CARRY ON REGARDLESS: [190, 589, 360, 614]
- runner-entry: 9 ΚΕΡΑΝ Ζάκο 56: [769, 1892, 865, 1905]
- runner-entry: 16 ΑΡΟΥΣΕΤ ΕΛ ΝΙΛ Νάσρ 52,5: [769, 1998, 941, 2011]
- section-title: ΤΑ ΘΕΑΜΑΤΑ ΜΑΣ: [6, 72, 368, 118]
- article-text: Δύο ἐφημερίδες τῶν Ἀθηνῶν, ἡ «Καθημερινὴ» καὶ ἡ «Ἑστία» δὲν χάνουν τὴν εὐκαιρίαν διὰ νὰ πλήξουν τὸν Ἀρχιεπίσκοπον Μακάριον. Τὸ σχέδιο τῶν ἐπιθέσεων εἶναι ὅτι ἐξέλιξις ἀναμορφώσεως τὸ κόσμο τοῦτον. Ἀλλὰ πρέπει νὰ λάβωμεν ὑπ' ὄψιν μας ὅτι ὁ Ἀρχιεπίσκοπος Μακάριος εἶναι ὁ ἐθνάρχης τῆς Κύπρου καὶ ὅτι ἡ ἀγάπη του πρὸς τὴν Ἑλλάδα εἶναι ἀδιαμφισβήτητος.: [560, 289, 1174, 355]
- runner-entry: 14 ΟΥΑΝΙΣΣΑ Σουρα 48: [976, 1724, 1104, 1737]
- runner-entry: 12 ΕΛ ΣΑΑΝΤ Χ. 46,5: [769, 1314, 890, 1327]
- runner-entry: 7 ΝΑΝΤΙΜΑ Χάμπερ 55: [976, 1618, 1097, 1631]
- runner-entry: 14 ΝΑΣΜΑΚΑ Σουρα 56: [976, 2135, 1097, 2148]
- runner-entry: 2 ΚΟΥ ΑΠΙ-ΧΤ Χαμντουν 54,5: [562, 1783, 727, 1796]
- runner-entry: 7 ΖΟΥΧΑΪΛΑ Κόρδ. 54,5: [976, 1314, 1110, 1327]
- article-text: ΠΑΣΑΝΤΕΝΑ (Καλιφόρνια) — Τὸ διαστημόπλοιον «Λούναρ Ὀρμπίτερ» ἔστειλε σήμερον τὰς πρώτας φωτογραφίας τῆς Σελήνης ἀπὸ ἀπόστασιν 150 χιλιομέτρων. Αἱ φωτογραφίαι θεωροῦνται ἐξαιρετικῆς σημασίας διὰ τὴν ἐπιλογὴν τῶν σημείων προσεληνώσεως.: [873, 604, 1174, 704]
- runner-entry: 5 ΜΑΡΟΣ Ὀρφαν. 56: [769, 1466, 877, 1479]
- runner-entry: 4 ΧΑΙΛΑ ΑΕΜΙΝΑΝ Δορ. 53: [562, 1813, 708, 1826]
- cinema-line: PALACE — Τηλ. 48645: [190, 316, 316, 328]
- runner-entry: 3 ΣΑΜΠΡ ΓΚΑΜΙΑ Κορδ. 56: [769, 1435, 915, 1448]
- ad-heading: ΜΕΓΑΛΟ ΚΑΖΙΝΟ: [227, 708, 331, 722]
- issue-date: Σάββατον 27 Αὐγούστου 1966: [1340, 22, 1570, 40]
- cinema-line: WADAA AYONNA EL LEIL και LAW OF THE LAWLESS: [6, 455, 160, 480]
- runner-entry: 13 ΡΕΞ Ζάκο 50: [976, 1709, 1066, 1722]
- ad-brand: «BLUE PEARL»: [1197, 805, 1576, 853]
- ad-text: ΑΝΑΜΕΝΕΙ ΜΕΤ' ΕΥΧΑΡΙΣΤΗΣΕΩΣ ΝΑ ΣΑΣ ΥΠΟΔΕΧΘΗ: [27, 777, 163, 815]
- runner-entry: 13 ΑΣΜΑΡ Γούτερ 56: [769, 1953, 884, 1966]
